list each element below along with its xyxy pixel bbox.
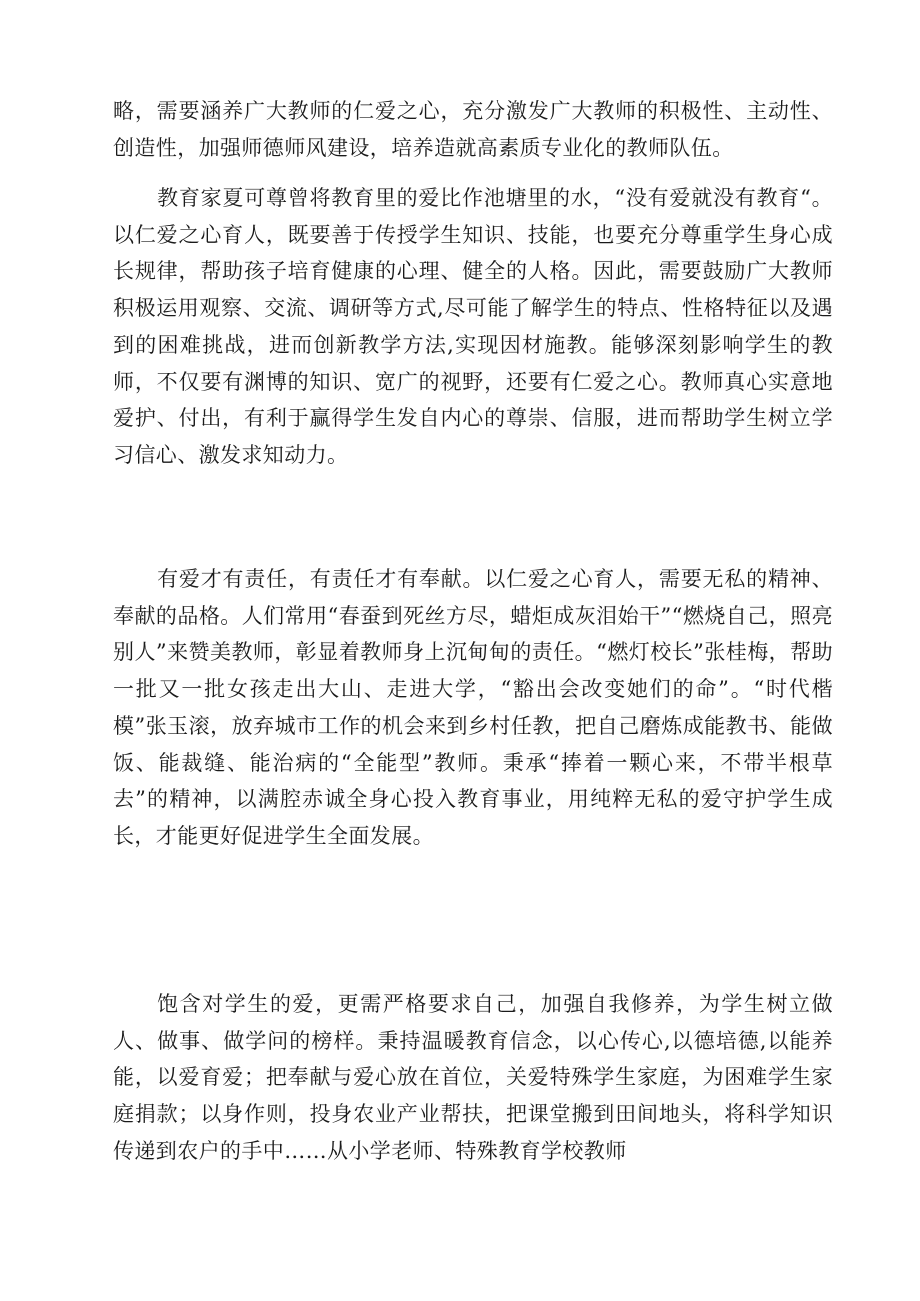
paragraph-love-as-water: 教育家夏可尊曾将教育里的爱比作池塘里的水，“没有爱就没有教育“。以仁爱之心育人，既要善于传授学生知识、技能，也要充分尊重学生身心成长规律，帮助孩子培育健康的心理、健全的人格。因此，需要鼓励广大教师积极运用观察、交流、调研等方式,尽可能了解学生的特点、性格特征以及遇到的困难挑战，进而创新教学方法,实现因材施教。能够深刻影响学生的教师，不仅要有渊博的知识、宽广的视野，还要有仁爱之心。教师真心实意地爱护、付出，有利于赢得学生发自内心的尊崇、信服，进而帮助学生树立学习信心、激发求知动力。 [113,186,833,467]
paragraph-responsibility-dedication: 有爱才有责任，有责任才有奉献。以仁爱之心育人，需要无私的精神、奉献的品格。人们常用“春蚕到死丝方尽，蜡炬成灰泪始干”“燃烧自己，照亮别人”来赞美教师，彰显着教师身上沉甸甸的责任。“燃灯校长”张桂梅，帮助一批又一批女孩走出大山、走进大学，“豁出会改变她们的命”。“时代楷模”张玉滚，放弃城市工作的机会来到乡村任教，把自己磨炼成能教书、能做饭、能裁缝、能治病的“全能型”教师。秉承“捧着一颗心来，不带半根草去”的精神，以满腔赤诚全身心投入教育事业，用纯粹无私的爱守护学生成长，才能更好促进学生全面发展。 [113,567,833,848]
paragraph-role-model: 饱含对学生的爱，更需严格要求自己，加强自我修养，为学生树立做人、做事、做学问的榜样。秉持温暖教育信念，以心传心,以德培德,以能养能，以爱育爱；把奉献与爱心放在首位，关爱特殊学生家庭，为困难学生家庭捐款；以身作则，投身农业产业帮扶，把课堂搬到田间地头，将科学知识传递到农户的手中……从小学老师、特殊教育学校教师 [113,992,833,1163]
paragraph-continuation: 略，需要涵养广大教师的仁爱之心，充分激发广大教师的积极性、主动性、创造性，加强师德师风建设，培养造就高素质专业化的教师队伍。 [113,99,833,160]
